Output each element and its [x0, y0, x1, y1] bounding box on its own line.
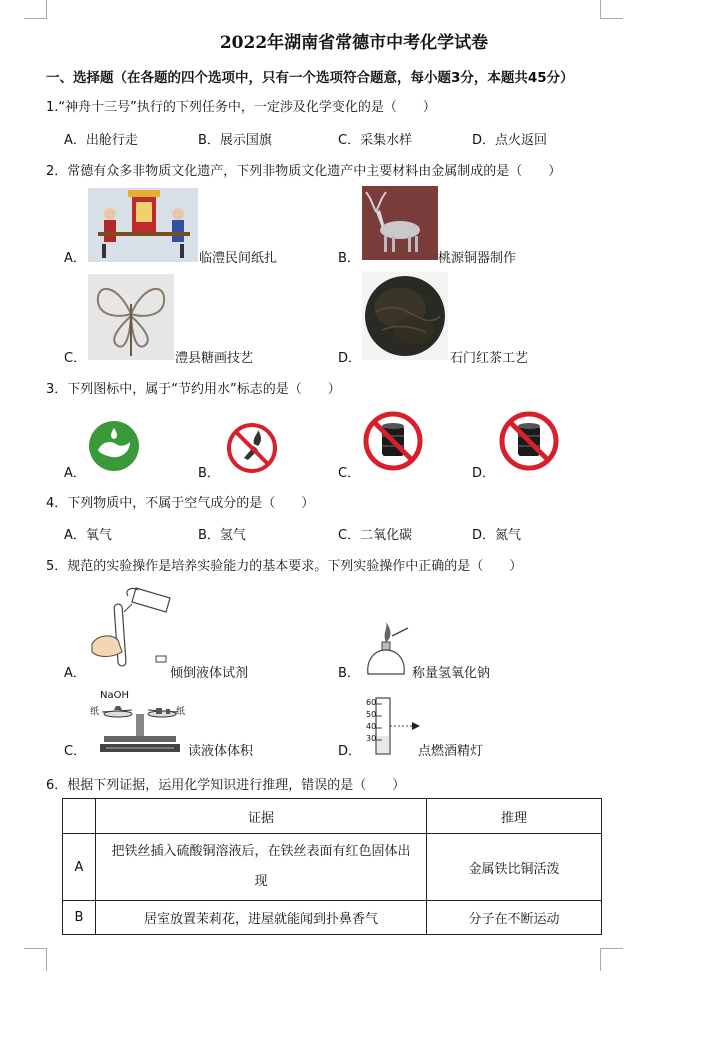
scale-mark-30: 30 — [366, 734, 377, 743]
row-inference: 分子在不断运动 — [427, 901, 602, 935]
alcohol-lamp-image — [362, 620, 410, 678]
q2-option-c-letter[interactable]: C． — [64, 351, 87, 366]
q4-option-b[interactable]: B．氢气 — [198, 528, 246, 543]
q1-option-a[interactable]: A．出舱行走 — [64, 133, 138, 148]
q3-option-d-letter[interactable]: D． — [472, 466, 496, 481]
evidence-table — [62, 798, 602, 935]
q2-option-d-letter[interactable]: D． — [338, 351, 362, 366]
q5-option-d-letter[interactable]: D． — [338, 744, 362, 759]
corner-mark-top-right — [600, 0, 623, 19]
question-4-stem: 4．下列物质中，不属于空气成分的是（ ） — [46, 496, 315, 511]
q5-caption-a: 倾倒液体试剂 — [170, 666, 249, 681]
section-heading: 一、选择题（在各题的四个选项中，只有一个选项符合题意，每小题3分，本题共45分） — [46, 70, 574, 86]
no-dumping-barrel-icon-c — [362, 410, 424, 472]
q3-option-a-letter[interactable]: A． — [64, 466, 86, 481]
corner-mark-top-left — [24, 0, 47, 19]
question-2-stem: 2．常德有众多非物质文化遗产，下列非物质文化遗产中主要材料由金属制成的是（ ） — [46, 164, 562, 179]
table-header-inference: 推理 — [427, 799, 602, 834]
table-header-row — [63, 799, 602, 834]
question-3-stem: 3．下列图标中，属于“节约用水”标志的是（ ） — [46, 382, 341, 397]
q4-option-a[interactable]: A．氧气 — [64, 528, 112, 543]
table-header-evidence: 证据 — [96, 799, 427, 834]
row-evidence-line-1: 把铁丝插入硫酸铜溶液后，在铁丝表面有红色固体出 — [111, 844, 411, 859]
no-open-flame-icon — [224, 422, 280, 474]
question-5-stem: 5．规范的实验操作是培养实验能力的基本要求。下列实验操作中正确的是（ ） — [46, 559, 523, 574]
q3-option-b-letter[interactable]: B． — [198, 466, 220, 481]
corner-mark-bottom-left — [24, 948, 47, 971]
row-evidence-line-2: 现 — [254, 874, 268, 889]
corner-mark-bottom-right — [600, 948, 623, 971]
table-row — [63, 834, 602, 901]
bronze-deer-image — [362, 186, 438, 260]
row-label: B — [63, 901, 96, 935]
row-evidence — [96, 834, 427, 901]
scale-mark-50: 50 — [366, 710, 377, 719]
paper-label-left: 纸 — [90, 707, 100, 717]
balance-scale-image — [96, 700, 184, 756]
row-label: A — [63, 834, 96, 901]
paper-craft-image — [88, 188, 198, 262]
q1-option-b[interactable]: B．展示国旗 — [198, 133, 272, 148]
q2-caption-d: 石门红茶工艺 — [450, 351, 529, 366]
table-header-blank — [63, 799, 96, 834]
question-1-stem: 1.“神舟十三号”执行的下列任务中，一定涉及化学变化的是（ ） — [46, 100, 436, 115]
q5-caption-d: 点燃酒精灯 — [418, 744, 484, 759]
black-tea-image — [362, 272, 448, 360]
q2-caption-c: 澧县糖画技艺 — [175, 351, 254, 366]
no-dumping-barrel-icon-d — [498, 410, 560, 472]
q5-caption-c: 读液体体积 — [188, 744, 254, 759]
row-inference: 金属铁比铜活泼 — [427, 834, 602, 901]
q5-option-c-letter[interactable]: C． — [64, 744, 87, 759]
q4-option-c[interactable]: C．二氧化碳 — [338, 528, 413, 543]
scale-mark-60: 60 — [366, 698, 377, 707]
row-evidence: 居室放置茉莉花，进屋就能闻到扑鼻香气 — [96, 901, 427, 935]
q5-option-a-letter[interactable]: A． — [64, 666, 86, 681]
q2-caption-a: 临澧民间纸扎 — [199, 251, 278, 266]
paper-label-right: 纸 — [176, 707, 186, 717]
q5-caption-b: 称量氢氧化钠 — [412, 666, 491, 681]
q3-option-c-letter[interactable]: C． — [338, 466, 361, 481]
table-row — [63, 901, 602, 935]
q2-caption-b: 桃源铜器制作 — [438, 251, 517, 266]
sugar-butterfly-image — [88, 274, 174, 360]
q5-option-b-letter[interactable]: B． — [338, 666, 360, 681]
water-saving-icon — [88, 420, 140, 472]
q2-option-b-letter[interactable]: B． — [338, 251, 360, 266]
q2-option-a-letter[interactable]: A． — [64, 251, 86, 266]
page-title: 2022年湖南省常德市中考化学试卷 — [219, 33, 489, 53]
q1-option-d[interactable]: D．点火返回 — [472, 133, 548, 148]
naoh-label: NaOH — [100, 690, 129, 701]
scale-mark-40: 40 — [366, 722, 377, 731]
q4-option-d[interactable]: D．氮气 — [472, 528, 522, 543]
q1-option-c[interactable]: C．采集水样 — [338, 133, 413, 148]
question-6-stem: 6．根据下列证据，运用化学知识进行推理，错误的是（ ） — [46, 778, 406, 793]
